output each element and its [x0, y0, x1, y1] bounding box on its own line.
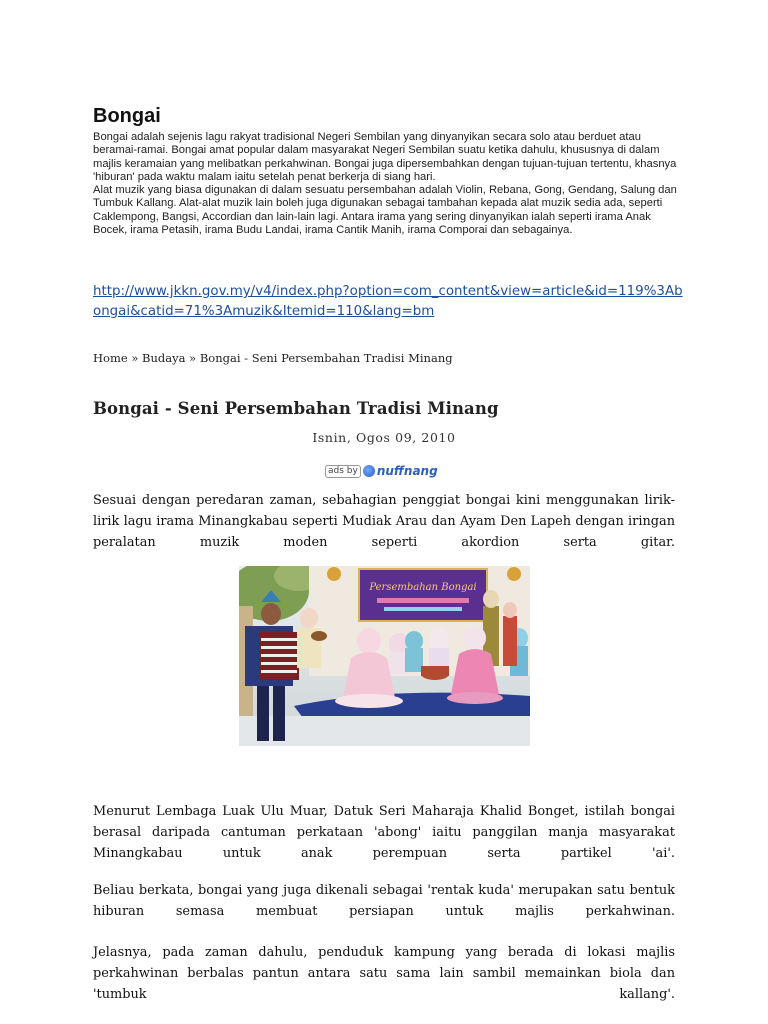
paragraph-3-text: Beliau berkata, bongai yang juga dikenali sebagai 'rentak kuda' merupakan satu bentuk hiburan semasa membuat persiapan untuk majlis perkahwinan.	[93, 883, 675, 919]
ads-by-label: ads by	[325, 465, 361, 478]
ads-brand: nuffnang	[376, 464, 438, 478]
paragraph-1-text: Sesuai dengan peredaran zaman, sebahagian penggiat bongai kini menggunakan lirik-lirik lagu irama Minangkabau seperti Mudiak Arau dan Ayam Den Lapeh dengan iringan peralatan muzik moden seperti akordion serta gitar.	[93, 493, 675, 550]
source-link[interactable]: http://www.jkkn.gov.my/v4/index.php?option=com_content&view=article&id=119%3Abongai&catid=71%3Amuzik&Itemid=110&lang=bm	[93, 284, 683, 319]
post-title: Bongai - Seni Persembahan Tradisi Minang	[93, 399, 499, 418]
intro-paragraph-2: Alat muzik yang biasa digunakan di dalam sesuatu persembahan adalah Violin, Rebana, Gong, Gendang, Salung dan Tumbuk Kallang. Alat-alat muzik lain boleh juga digunakan sebagai tambahan kepada alat muzik sedia ada, seperti Caklempong, Bangsi, Accordian dan lain-lain lagi. Antara irama yang sering dinyanyikan ialah seperti irama Anak Bocek, irama Petasih, irama Budu Landai, irama Cantik Manih, irama Comporai dan sebagainya.	[93, 184, 677, 237]
paragraph-2-text: Menurut Lembaga Luak Ulu Muar, Datuk Seri Maharaja Khalid Bonget, istilah bongai berasal daripada cantuman perkataan 'abong' iaitu panggilan manja masyarakat Minangkabau untuk anak perempuan serta partikel 'ai'.	[93, 804, 675, 861]
nuffnang-logo-icon	[363, 465, 375, 477]
breadcrumb-separator: »	[127, 351, 143, 365]
breadcrumb-budaya[interactable]: Budaya	[142, 351, 186, 365]
post-date-row	[0, 430, 768, 445]
breadcrumb-home[interactable]: Home	[93, 351, 128, 365]
paragraph-4	[93, 942, 675, 1005]
post-date: Isnin, Ogos 09, 2010	[312, 430, 456, 445]
article-heading: Bongai	[93, 105, 161, 127]
breadcrumb-current: Bongai - Seni Persembahan Tradisi Minang	[199, 351, 453, 365]
intro-paragraph-1: Bongai adalah sejenis lagu rakyat tradisional Negeri Sembilan yang dinyanyikan secara solo atau berduet atau beramai-ramai. Bongai amat popular dalam masyarakat Negeri Sembilan suatu ketika dahulu, khususnya di dalam majlis keramaian yang melibatkan perkahwinan. Bongai juga dipersembahkan dengan tujuan-tujuan tertentu, khasnya 'hiburan' pada waktu malam iaitu setelah penat berkerja di siang hari.	[93, 131, 677, 183]
ads-badge[interactable]	[325, 462, 438, 480]
paragraph-4-text: Jelasnya, pada zaman dahulu, penduduk kampung yang berada di lokasi majlis perkahwinan berbalas pantun antara satu sama lain sambil memainkan biola dan 'tumbuk kallang'.	[93, 945, 675, 1002]
banner-text: Persembahan Bongai	[369, 582, 477, 593]
performance-photo	[239, 566, 530, 746]
paragraph-1	[93, 490, 675, 553]
article-intro	[93, 131, 678, 237]
performance-photo-image	[239, 566, 530, 746]
paragraph-2	[93, 801, 675, 864]
breadcrumb	[93, 351, 453, 365]
breadcrumb-separator: »	[185, 351, 200, 365]
paragraph-3	[93, 880, 675, 922]
